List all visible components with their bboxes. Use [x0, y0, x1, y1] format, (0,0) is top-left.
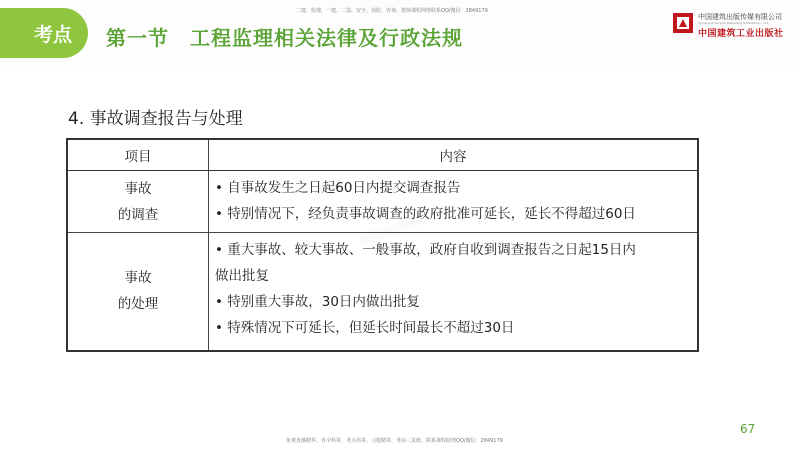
row-item-cell: [67, 171, 209, 233]
publisher-calligraphy: 中国建筑工业出版社: [698, 29, 784, 39]
top-note: 二建、监理、一建、二造、安全、消防、咨询、教师课程网络联系QQ/微信：2849179: [296, 8, 488, 14]
footer-note: 免费直播精华、各全科讲、考点串讲、习题精讲、考前三页纸、联系课程助理QQ/微信：2849179: [286, 438, 503, 444]
table-row: [67, 171, 698, 233]
row-item-cell: [67, 233, 209, 351]
row-content-cell: [209, 171, 699, 233]
content-line: • 特别重大事故，30日内做出批复: [215, 294, 420, 310]
table-header-row: [67, 139, 698, 171]
row-item-line: 事故: [124, 270, 152, 287]
publisher-name: 中国建筑出版传媒有限公司: [698, 13, 782, 21]
row-item-line: 的处理: [117, 296, 159, 313]
row-item-line: 事故: [124, 180, 152, 197]
page-number: 67: [740, 422, 756, 436]
content-line: • 重大事故、较大事故、一般事故，政府自收到调查报告之日起15日内: [215, 242, 636, 258]
page-title: 第一节 工程监理相关法律及行政法规: [106, 26, 463, 50]
publisher-emblem-icon: [672, 12, 694, 34]
topic-badge: 考点: [18, 8, 88, 58]
accident-report-table: [66, 138, 699, 352]
row-item-line: 的调查: [117, 206, 159, 223]
publisher-logo-block: [672, 10, 790, 40]
column-header-item: 项目: [67, 139, 209, 171]
row-content-cell: [209, 233, 699, 351]
publisher-english-name: China Architecture Publishing & Media Co., Ltd.: [698, 21, 769, 25]
table-row: [67, 233, 698, 351]
content-line: • 自事故发生之日起60日内提交调查报告: [215, 180, 461, 196]
column-header-content: 内容: [209, 139, 699, 171]
content-line: 做出批复: [215, 268, 269, 284]
content-line: • 特殊情况下可延长，但延长时间最长不超过30日: [215, 320, 515, 336]
content-line: • 特别情况下，经负责事故调查的政府批准可延长，延长不得超过60日: [215, 206, 636, 222]
section-heading: 4. 事故调查报告与处理: [68, 109, 243, 129]
